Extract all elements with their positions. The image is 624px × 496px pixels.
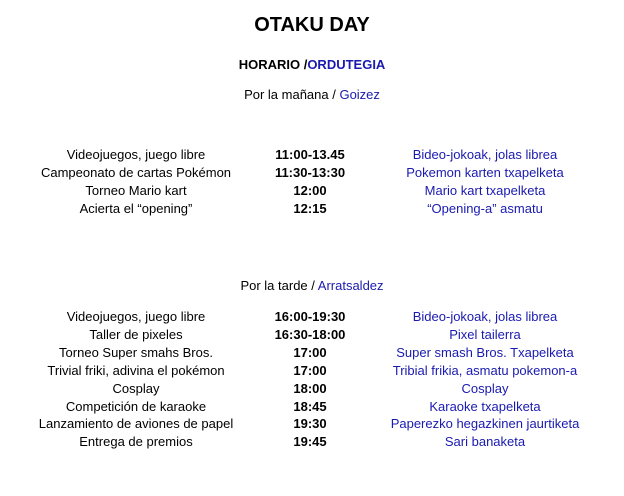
activity-time: 17:00 (293, 363, 327, 378)
activity-eu: Bideo-jokoak, jolas librea (412, 147, 558, 162)
activity-time: 19:30 (293, 416, 327, 431)
activity-es: Videojuegos, juego libre (66, 147, 206, 162)
afternoon-heading-eu: Arratsaldez (317, 278, 384, 293)
activity-time: 17:00 (293, 345, 327, 360)
morning-heading-eu: Goizez (339, 87, 380, 102)
activity-time: 12:00 (293, 183, 327, 198)
morning-row (0, 164, 624, 182)
activity-eu: Sari banaketa (444, 434, 526, 449)
activity-eu: Pixel tailerra (449, 327, 521, 342)
activity-eu: Bideo-jokoak, jolas librea (412, 309, 558, 324)
activity-time: 11:00-13.45 (275, 147, 345, 162)
activity-es: Taller de pixeles (89, 327, 183, 342)
activity-eu: Karaoke txapelketa (429, 399, 541, 414)
activity-time: 12:15 (293, 201, 327, 216)
activity-time: 11:30-13:30 (274, 165, 346, 180)
morning-row (0, 182, 624, 200)
afternoon-row (0, 344, 624, 362)
activity-es: Competición de karaoke (65, 399, 207, 414)
activity-time: 19:45 (293, 434, 327, 449)
activity-es: Torneo Super smahs Bros. (59, 345, 213, 360)
activity-eu: Pokemon karten txapelketa (406, 165, 564, 180)
activity-es: Acierta el “opening” (79, 201, 193, 216)
afternoon-row (0, 308, 624, 326)
activity-es: Videojuegos, juego libre (66, 309, 206, 324)
activity-es: Cosplay (112, 381, 160, 396)
afternoon-heading-es: Por la tarde / (240, 278, 318, 293)
morning-heading (0, 87, 624, 102)
afternoon-row (0, 326, 624, 344)
afternoon-row (0, 362, 624, 380)
activity-eu: Cosplay (461, 381, 509, 396)
schedule-heading (0, 57, 624, 72)
schedule-heading-es: HORARIO / (238, 57, 308, 72)
afternoon-row (0, 398, 624, 416)
activity-time: 16:30-18:00 (274, 327, 346, 342)
schedule-heading-eu: ORDUTEGIA (307, 57, 386, 72)
activity-time: 18:45 (293, 399, 327, 414)
activity-eu: Paperezko hegazkinen jaurtiketa (390, 416, 580, 431)
activity-es: Lanzamiento de aviones de papel (38, 416, 234, 431)
afternoon-row (0, 415, 624, 433)
activity-eu: Tribial frikia, asmatu pokemon-a (392, 363, 578, 378)
activity-es: Torneo Mario kart (85, 183, 187, 198)
activity-time: 16:00-19:30 (274, 309, 346, 324)
activity-eu: Mario kart txapelketa (424, 183, 546, 198)
activity-eu: Super smash Bros. Txapelketa (396, 345, 574, 360)
afternoon-heading (0, 278, 624, 293)
activity-eu: “Opening-a” asmatu (427, 201, 543, 216)
page-title: OTAKU DAY (254, 14, 370, 36)
afternoon-row (0, 380, 624, 398)
afternoon-row (0, 433, 624, 451)
activity-es: Campeonato de cartas Pokémon (40, 165, 232, 180)
activity-time: 18:00 (293, 381, 327, 396)
morning-row (0, 146, 624, 164)
morning-heading-es: Por la mañana / (244, 87, 340, 102)
activity-es: Entrega de premios (79, 434, 193, 449)
activity-es: Trivial friki, adivina el pokémon (47, 363, 225, 378)
morning-row (0, 200, 624, 218)
